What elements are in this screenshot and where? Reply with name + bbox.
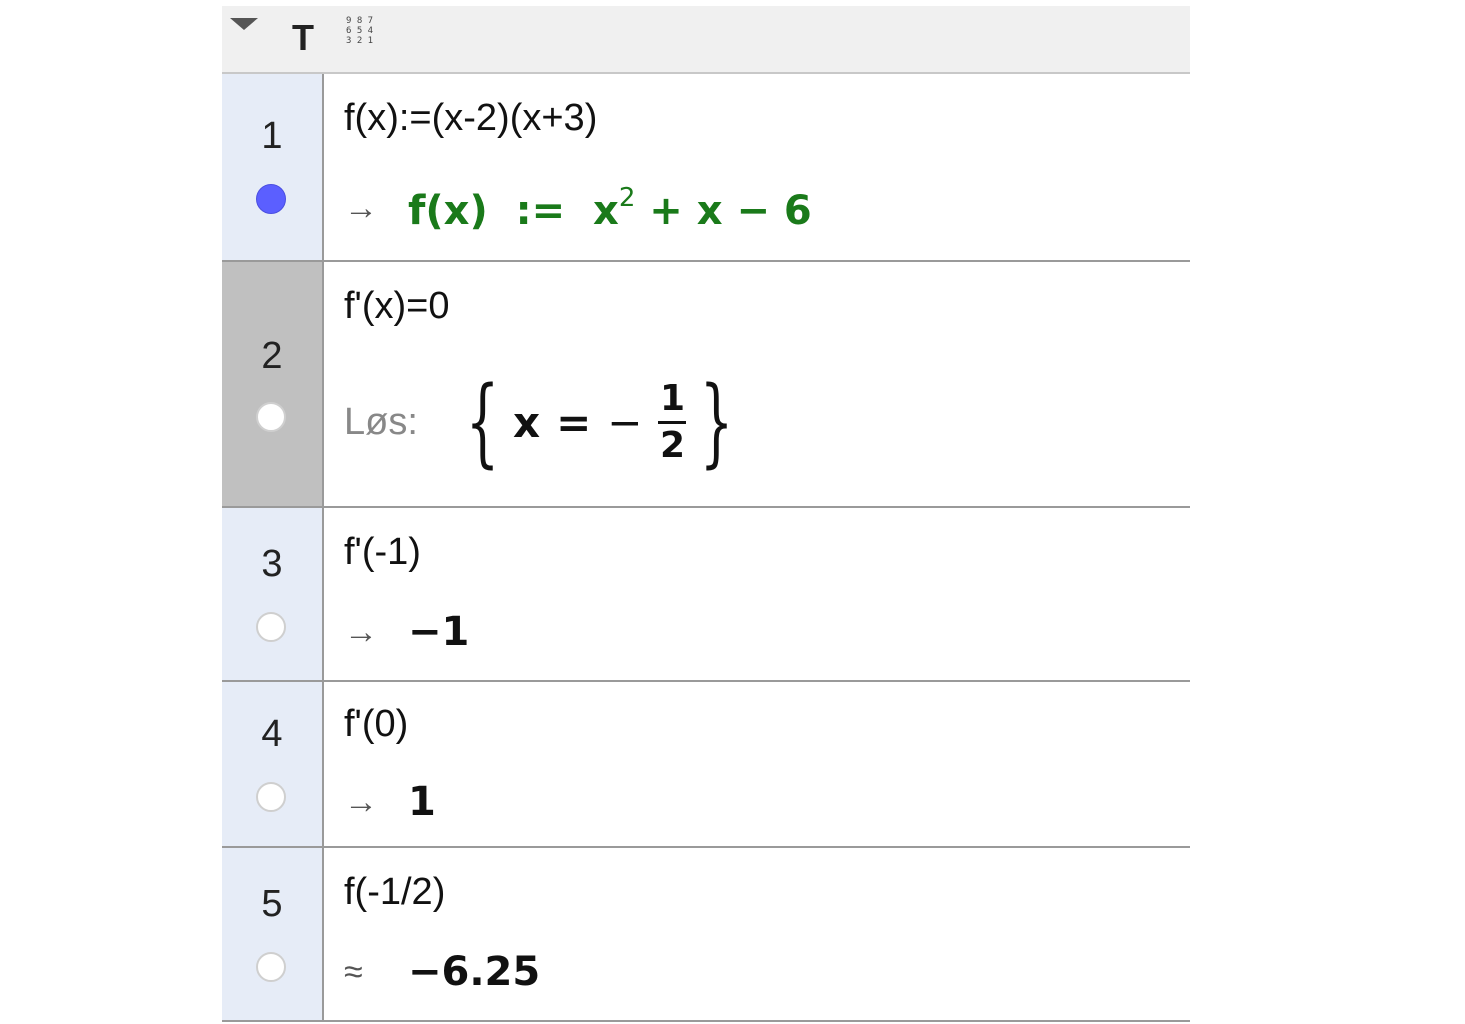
cas-row-1[interactable] — [222, 74, 1190, 262]
right-brace: } — [700, 366, 734, 478]
row-header[interactable] — [222, 848, 324, 1020]
plot-toggle-icon[interactable] — [256, 402, 286, 432]
solution-sign: − — [607, 397, 643, 447]
evaluate-arrow-icon: → — [344, 188, 378, 227]
cas-input[interactable]: f'(-1) — [344, 531, 421, 573]
cas-input[interactable]: f(-1/2) — [344, 871, 446, 913]
output-assign: := — [515, 187, 566, 234]
solution-equals: = — [556, 397, 592, 447]
evaluate-arrow-icon: → — [344, 612, 378, 651]
plot-toggle-icon[interactable] — [256, 184, 286, 214]
cas-row-3[interactable] — [222, 508, 1190, 682]
keypad-icon[interactable]: 9 8 7 6 5 4 3 2 1 — [346, 16, 374, 46]
plot-toggle-icon[interactable] — [256, 612, 286, 642]
solution-set — [452, 366, 748, 478]
row-number: 2 — [261, 335, 283, 377]
cas-input[interactable]: f(x):=(x-2)(x+3) — [344, 97, 598, 139]
cas-row-2[interactable] — [222, 262, 1190, 508]
row-number: 4 — [261, 713, 283, 755]
evaluate-arrow-icon: → — [344, 782, 378, 821]
row-header[interactable] — [222, 682, 324, 846]
fraction-numerator: 1 — [659, 377, 686, 419]
cas-output — [344, 364, 748, 480]
cas-output — [344, 178, 812, 238]
collapse-toolbar-icon[interactable] — [230, 18, 258, 30]
cas-output — [344, 944, 540, 1000]
left-brace: { — [465, 366, 500, 478]
output-rest: + x − 6 — [649, 187, 812, 234]
output-base: x — [593, 187, 619, 234]
output-exponent: 2 — [618, 182, 636, 213]
row-number: 1 — [261, 115, 283, 157]
row-number: 3 — [261, 543, 283, 585]
solve-label: Løs: — [344, 400, 418, 443]
cas-row-4[interactable] — [222, 682, 1190, 848]
output-value: 1 — [408, 779, 436, 825]
row-header[interactable] — [222, 74, 324, 260]
plot-toggle-icon[interactable] — [256, 952, 286, 982]
cas-view — [222, 6, 1190, 1024]
cas-row-5[interactable] — [222, 848, 1190, 1022]
fraction-denominator: 2 — [659, 424, 686, 466]
cas-input[interactable]: f'(x)=0 — [344, 285, 450, 327]
output-value — [408, 183, 812, 234]
output-value: −1 — [408, 609, 470, 655]
output-value: −6.25 — [408, 949, 541, 995]
cas-output — [344, 604, 469, 660]
row-header[interactable] — [222, 262, 324, 506]
cas-input[interactable]: f'(0) — [344, 703, 409, 745]
approximate-icon: ≈ — [344, 952, 363, 991]
cas-toolbar — [222, 6, 1190, 74]
row-number: 5 — [261, 883, 283, 925]
plot-toggle-icon[interactable] — [256, 782, 286, 812]
text-style-button[interactable]: T — [292, 17, 314, 58]
fraction-bar — [658, 421, 686, 424]
output-lhs: f(x) — [408, 187, 488, 234]
solution-fraction — [658, 379, 686, 466]
solution-variable: x — [512, 397, 541, 447]
row-header[interactable] — [222, 508, 324, 680]
cas-output — [344, 774, 436, 830]
solution-expression — [513, 379, 687, 466]
